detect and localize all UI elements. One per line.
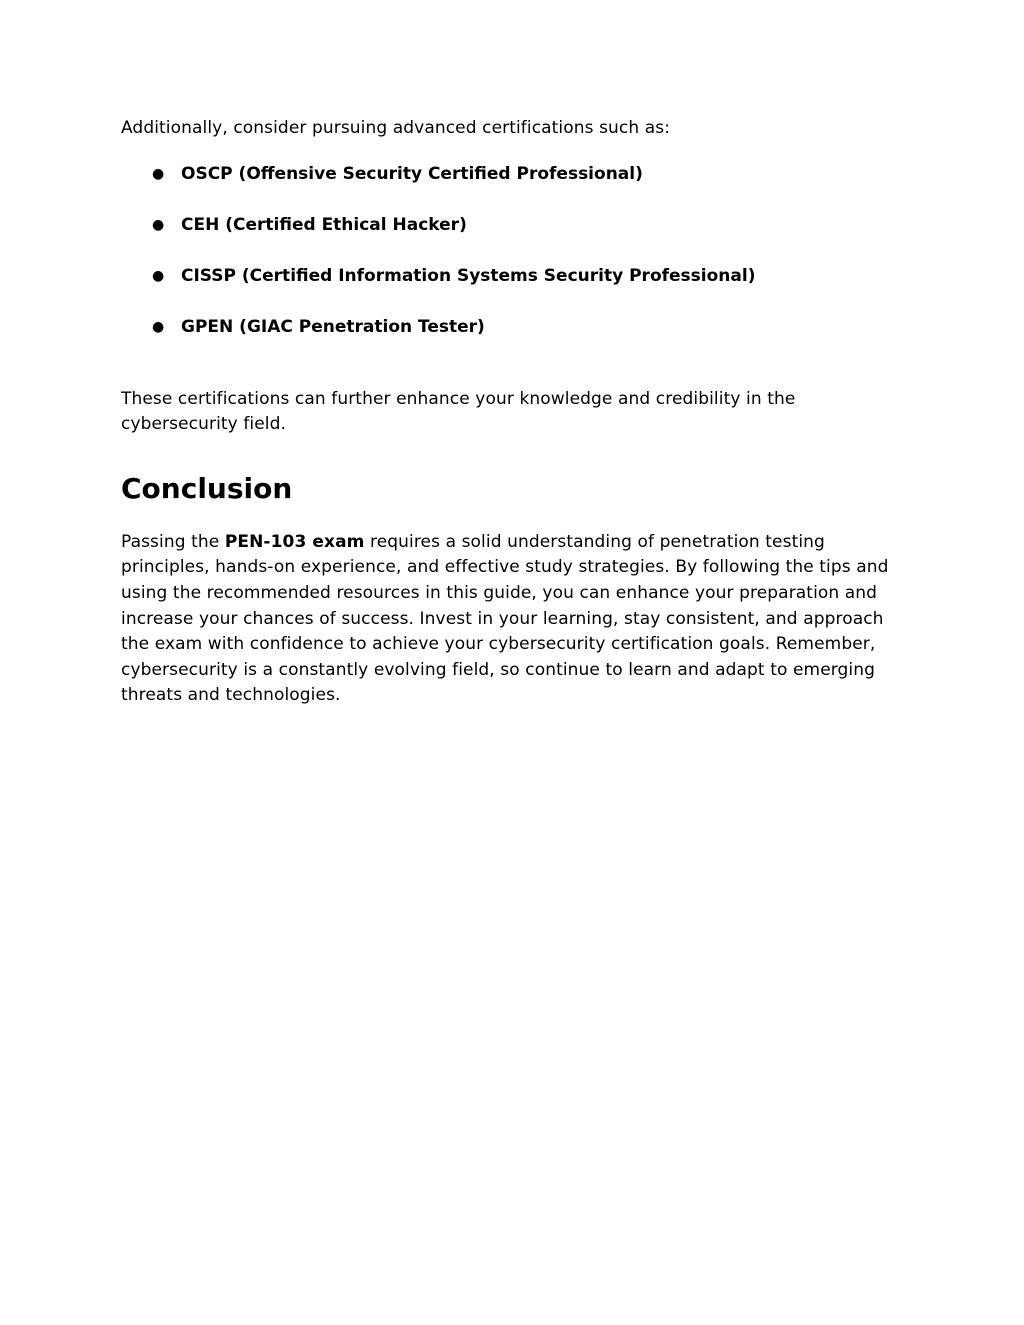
certification-label: GPEN (GIAC Penetration Tester) (181, 317, 485, 338)
follow-up-paragraph: These certifications can further enhance your knowledge and credibility in the cybersecurity field. (121, 388, 796, 435)
exam-name-bold: PEN-103 exam (224, 531, 365, 552)
list-item (121, 213, 911, 239)
list-item (121, 162, 911, 188)
list-item (121, 315, 911, 341)
list-item (121, 264, 911, 290)
document-page (121, 116, 911, 709)
intro-paragraph: Additionally, consider pursuing advanced certifications such as: (121, 118, 671, 138)
conclusion-body-text: requires a solid understanding of penetration testing principles, hands-on experience, and effective study strategies. By following the tips and using the recommended resources in this guide, you can enhance your preparation and increase your chances of success. Invest in your learning, stay consistent, and approach the exam with confidence to achieve your cybersecurity certification goals. Remember, cybersecurity is a constantly evolving field, so continue to learn and adapt to emerging threats and technologies. (121, 531, 889, 706)
bullet-icon: ● (152, 319, 165, 336)
conclusion-lead-text: Passing the (121, 531, 225, 552)
certification-label: CISSP (Certified Information Systems Security Professional) (181, 266, 756, 287)
certification-label: CEH (Certified Ethical Hacker) (181, 214, 467, 235)
bullet-icon: ● (152, 165, 165, 182)
conclusion-heading: Conclusion (121, 471, 293, 505)
certification-label: OSCP (Offensive Security Certified Professional) (181, 163, 643, 184)
bullet-icon: ● (152, 268, 165, 285)
conclusion-paragraph (121, 530, 911, 709)
bullet-icon: ● (152, 216, 165, 233)
certification-list (121, 162, 911, 341)
